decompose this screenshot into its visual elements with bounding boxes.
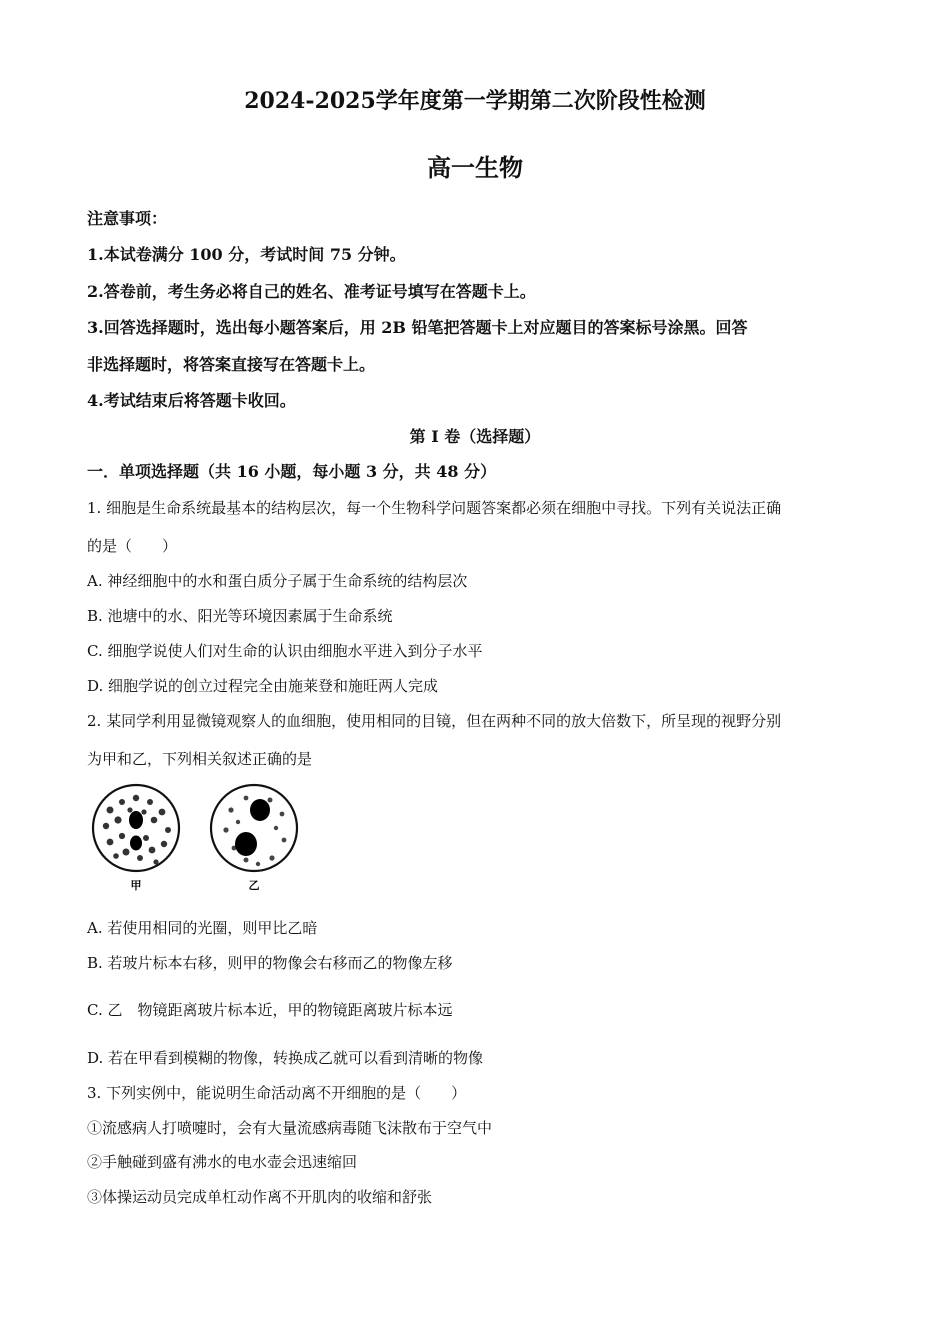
q2-option-d: D. 若在甲看到模糊的物像，转换成乙就可以看到清晰的物像 [87, 1049, 484, 1067]
note-2: 2.答卷前，考生务必将自己的姓名、准考证号填写在答题卡上。 [87, 282, 536, 301]
field-of-view-yi [211, 785, 297, 871]
q2-option-b: B. 若玻片标本右移，则甲的物像会右移而乙的物像左移 [87, 954, 453, 972]
q2-option-a: A. 若使用相同的光圈，则甲比乙暗 [87, 919, 318, 937]
volume-heading: 第 I 卷（选择题） [409, 427, 541, 446]
q3-item-2: ②手触碰到盛有沸水的电水壶会迅速缩回 [87, 1153, 358, 1171]
microscope-figure [86, 780, 316, 895]
field-of-view-jia [93, 785, 179, 871]
exam-title: 2024-2025学年度第一学期第二次阶段性检测 [244, 88, 706, 114]
q1-stem-line2: 的是（ ） [87, 537, 178, 555]
q1-option-b: B. 池塘中的水、阳光等环境因素属于生命系统 [87, 607, 393, 625]
figure-label-yi: 乙 [248, 879, 260, 892]
note-4: 4.考试结束后将答题卡收回。 [87, 391, 296, 410]
note-3-cont: 非选择题时，将答案直接写在答题卡上。 [87, 355, 376, 374]
q3-item-3: ③体操运动员完成单杠动作离不开肌肉的收缩和舒张 [87, 1188, 433, 1206]
q1-option-d: D. 细胞学说的创立过程完全由施莱登和施旺两人完成 [87, 677, 439, 695]
q2-stem-line1: 2. 某同学利用显微镜观察人的血细胞，使用相同的目镜，但在两种不同的放大倍数下，所呈现的视野分别 [87, 712, 782, 730]
q1-option-a: A. 神经细胞中的水和蛋白质分子属于生命系统的结构层次 [87, 572, 468, 590]
q3-stem: 3. 下列实例中，能说明生命活动离不开细胞的是（ ） [87, 1084, 467, 1102]
note-1: 1.本试卷满分 100 分，考试时间 75 分钟。 [87, 245, 406, 264]
q1-option-c: C. 细胞学说使人们对生命的认识由细胞水平进入到分子水平 [87, 642, 483, 660]
q2-option-c: C. 乙 物镜距离玻片标本近，甲的物镜距离玻片标本远 [87, 1001, 453, 1019]
q2-stem-line2: 为甲和乙，下列相关叙述正确的是 [87, 750, 313, 768]
part-heading: 一．单项选择题（共 16 小题，每小题 3 分，共 48 分） [87, 462, 497, 481]
notes-heading: 注意事项： [87, 209, 168, 228]
exam-subject: 高一生物 [427, 153, 523, 182]
note-3: 3.回答选择题时，选出每小题答案后，用 2B 铅笔把答题卡上对应题目的答案标号涂黑。回答 [87, 318, 748, 337]
q3-item-1: ①流感病人打喷嚏时，会有大量流感病毒随飞沫散布于空气中 [87, 1119, 493, 1137]
q1-stem-line1: 1. 细胞是生命系统最基本的结构层次，每一个生物科学问题答案都必须在细胞中寻找。下列有关说法正确 [87, 499, 782, 517]
figure-label-jia: 甲 [130, 879, 142, 892]
